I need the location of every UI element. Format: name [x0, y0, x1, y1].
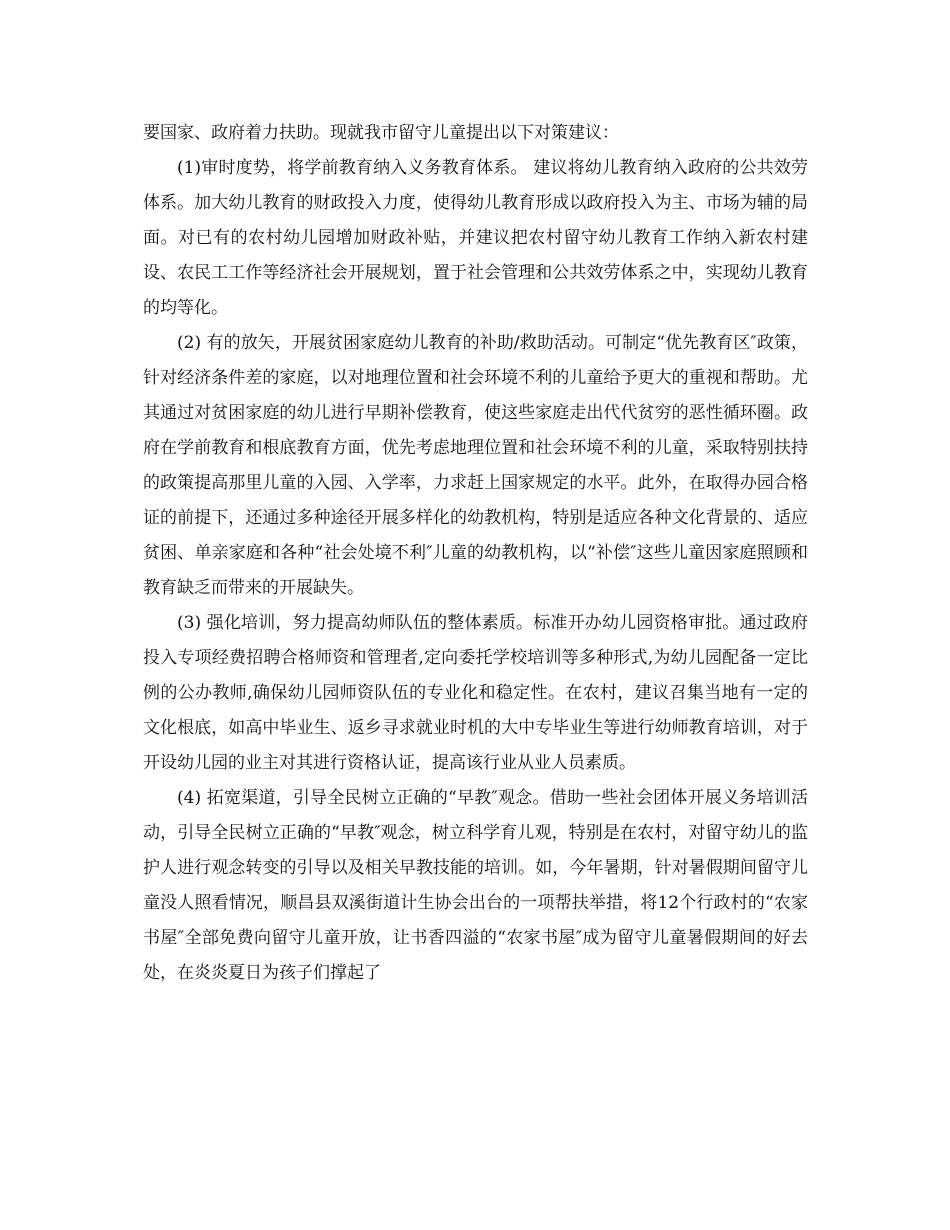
paragraph-1: (1)审时度势，将学前教育纳入义务教育体系。 建议将幼儿教育纳入政府的公共效劳体系。加大幼儿教育的财政投入力度，使得幼儿教育形成以政府投入为主、市场为辅的局面。对已有的农村幼儿园增加财政补贴，并建议把农村留守幼儿教育工作纳入新农村建设、农民工工作等经济社会开展规划，置于社会管理和公共效劳体系之中，实现幼儿教育的均等化。 — [143, 158, 808, 318]
paragraph-intro: 要国家、政府着力扶助。现就我市留守儿童提出以下对策建议： — [143, 123, 619, 143]
paragraph-2: (2) 有的放矢，开展贫困家庭幼儿教育的补助/救助活动。可制定“优先教育区″政策，针对经济条件差的家庭，以对地理位置和社会环境不利的儿童给予更大的重视和帮助。尤其通过对贫困家庭的幼儿进行早期补偿教育，使这些家庭走出代代贫穷的恶性循环圈。政府在学前教育和根底教育方面，优先考虑地理位置和社会环境不利的儿童，采取特别扶持的政策提高那里儿童的入园、入学率，力求赶上国家规定的水平。此外，在取得办园合格证的前提下，还通过多种途径开展多样化的幼教机构，特别是适应各种文化背景的、适应贫困、单亲家庭和各种“社会处境不利″儿童的幼教机构，以“补偿″这些儿童因家庭照顾和教育缺乏而带来的开展缺失。 — [143, 333, 808, 598]
paragraph-3: (3) 强化培训，努力提高幼师队伍的整体素质。标准开办幼儿园资格审批。通过政府投入专项经费招聘合格师资和管理者,定向委托学校培训等多种形式,为幼儿园配备一定比例的公办教师,确保幼儿园师资队伍的专业化和稳定性。在农村，建议召集当地有一定的文化根底，如高中毕业生、返乡寻求就业时机的大中专毕业生等进行幼师教育培训，对于开设幼儿园的业主对其进行资格认证，提高该行业从业人员素质。 — [143, 613, 808, 773]
paragraph-4: (4) 拓宽渠道，引导全民树立正确的“早教″观念。借助一些社会团体开展义务培训活动，引导全民树立正确的“早教″观念，树立科学育儿观，特别是在农村，对留守幼儿的监护人进行观念转变的引导以及相关早教技能的培训。如，今年暑期，针对暑假期间留守儿童没人照看情况，顺昌县双溪街道计生协会出台的一项帮扶举措，将12个行政村的“农家书屋″全部免费向留守儿童开放，让书香四溢的“农家书屋″成为留守儿童暑假期间的好去处，在炎炎夏日为孩子们撑起了 — [143, 788, 808, 983]
document-body — [143, 116, 808, 991]
